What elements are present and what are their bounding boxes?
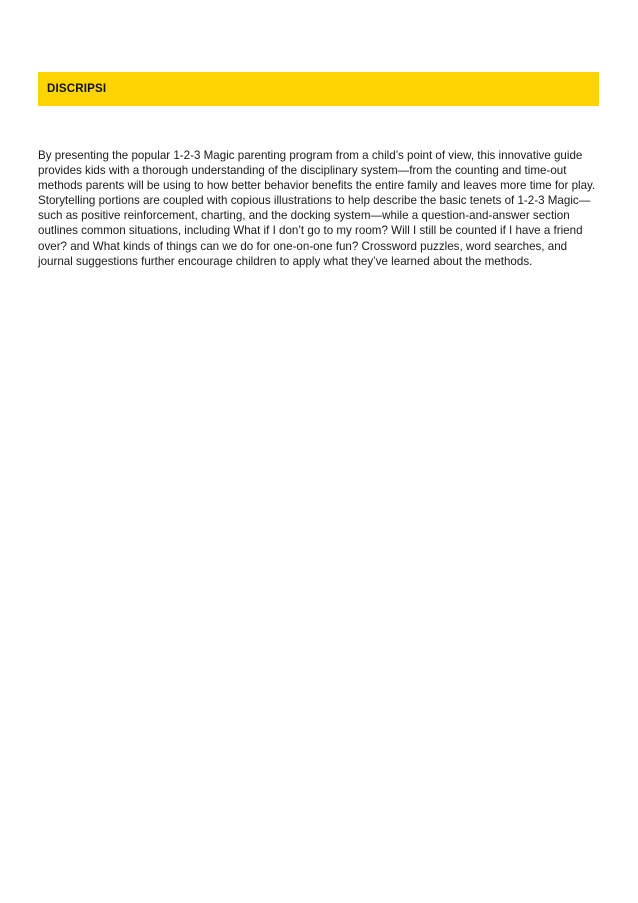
section-header-bar (38, 72, 599, 106)
description-paragraph: By presenting the popular 1-2-3 Magic parenting program from a child’s point of view, this innovative guide provides kids with a thorough understanding of the disciplinary system—from the counting and time-out methods parents will be using to how better behavior benefits the entire family and leaves more time for play. Storytelling portions are coupled with copious illustrations to help describe the basic tenets of 1-2-3 Magic—such as positive reinforcement, charting, and the docking system—while a question-and-answer section outlines common situations, including What if I don’t go to my room? Will I still be counted if I have a friend over? and What kinds of things can we do for one-on-one fun? Crossword puzzles, word searches, and journal suggestions further encourage children to apply what they’ve learned about the methods. (38, 149, 596, 268)
section-title: DISCRIPSI (47, 83, 107, 95)
